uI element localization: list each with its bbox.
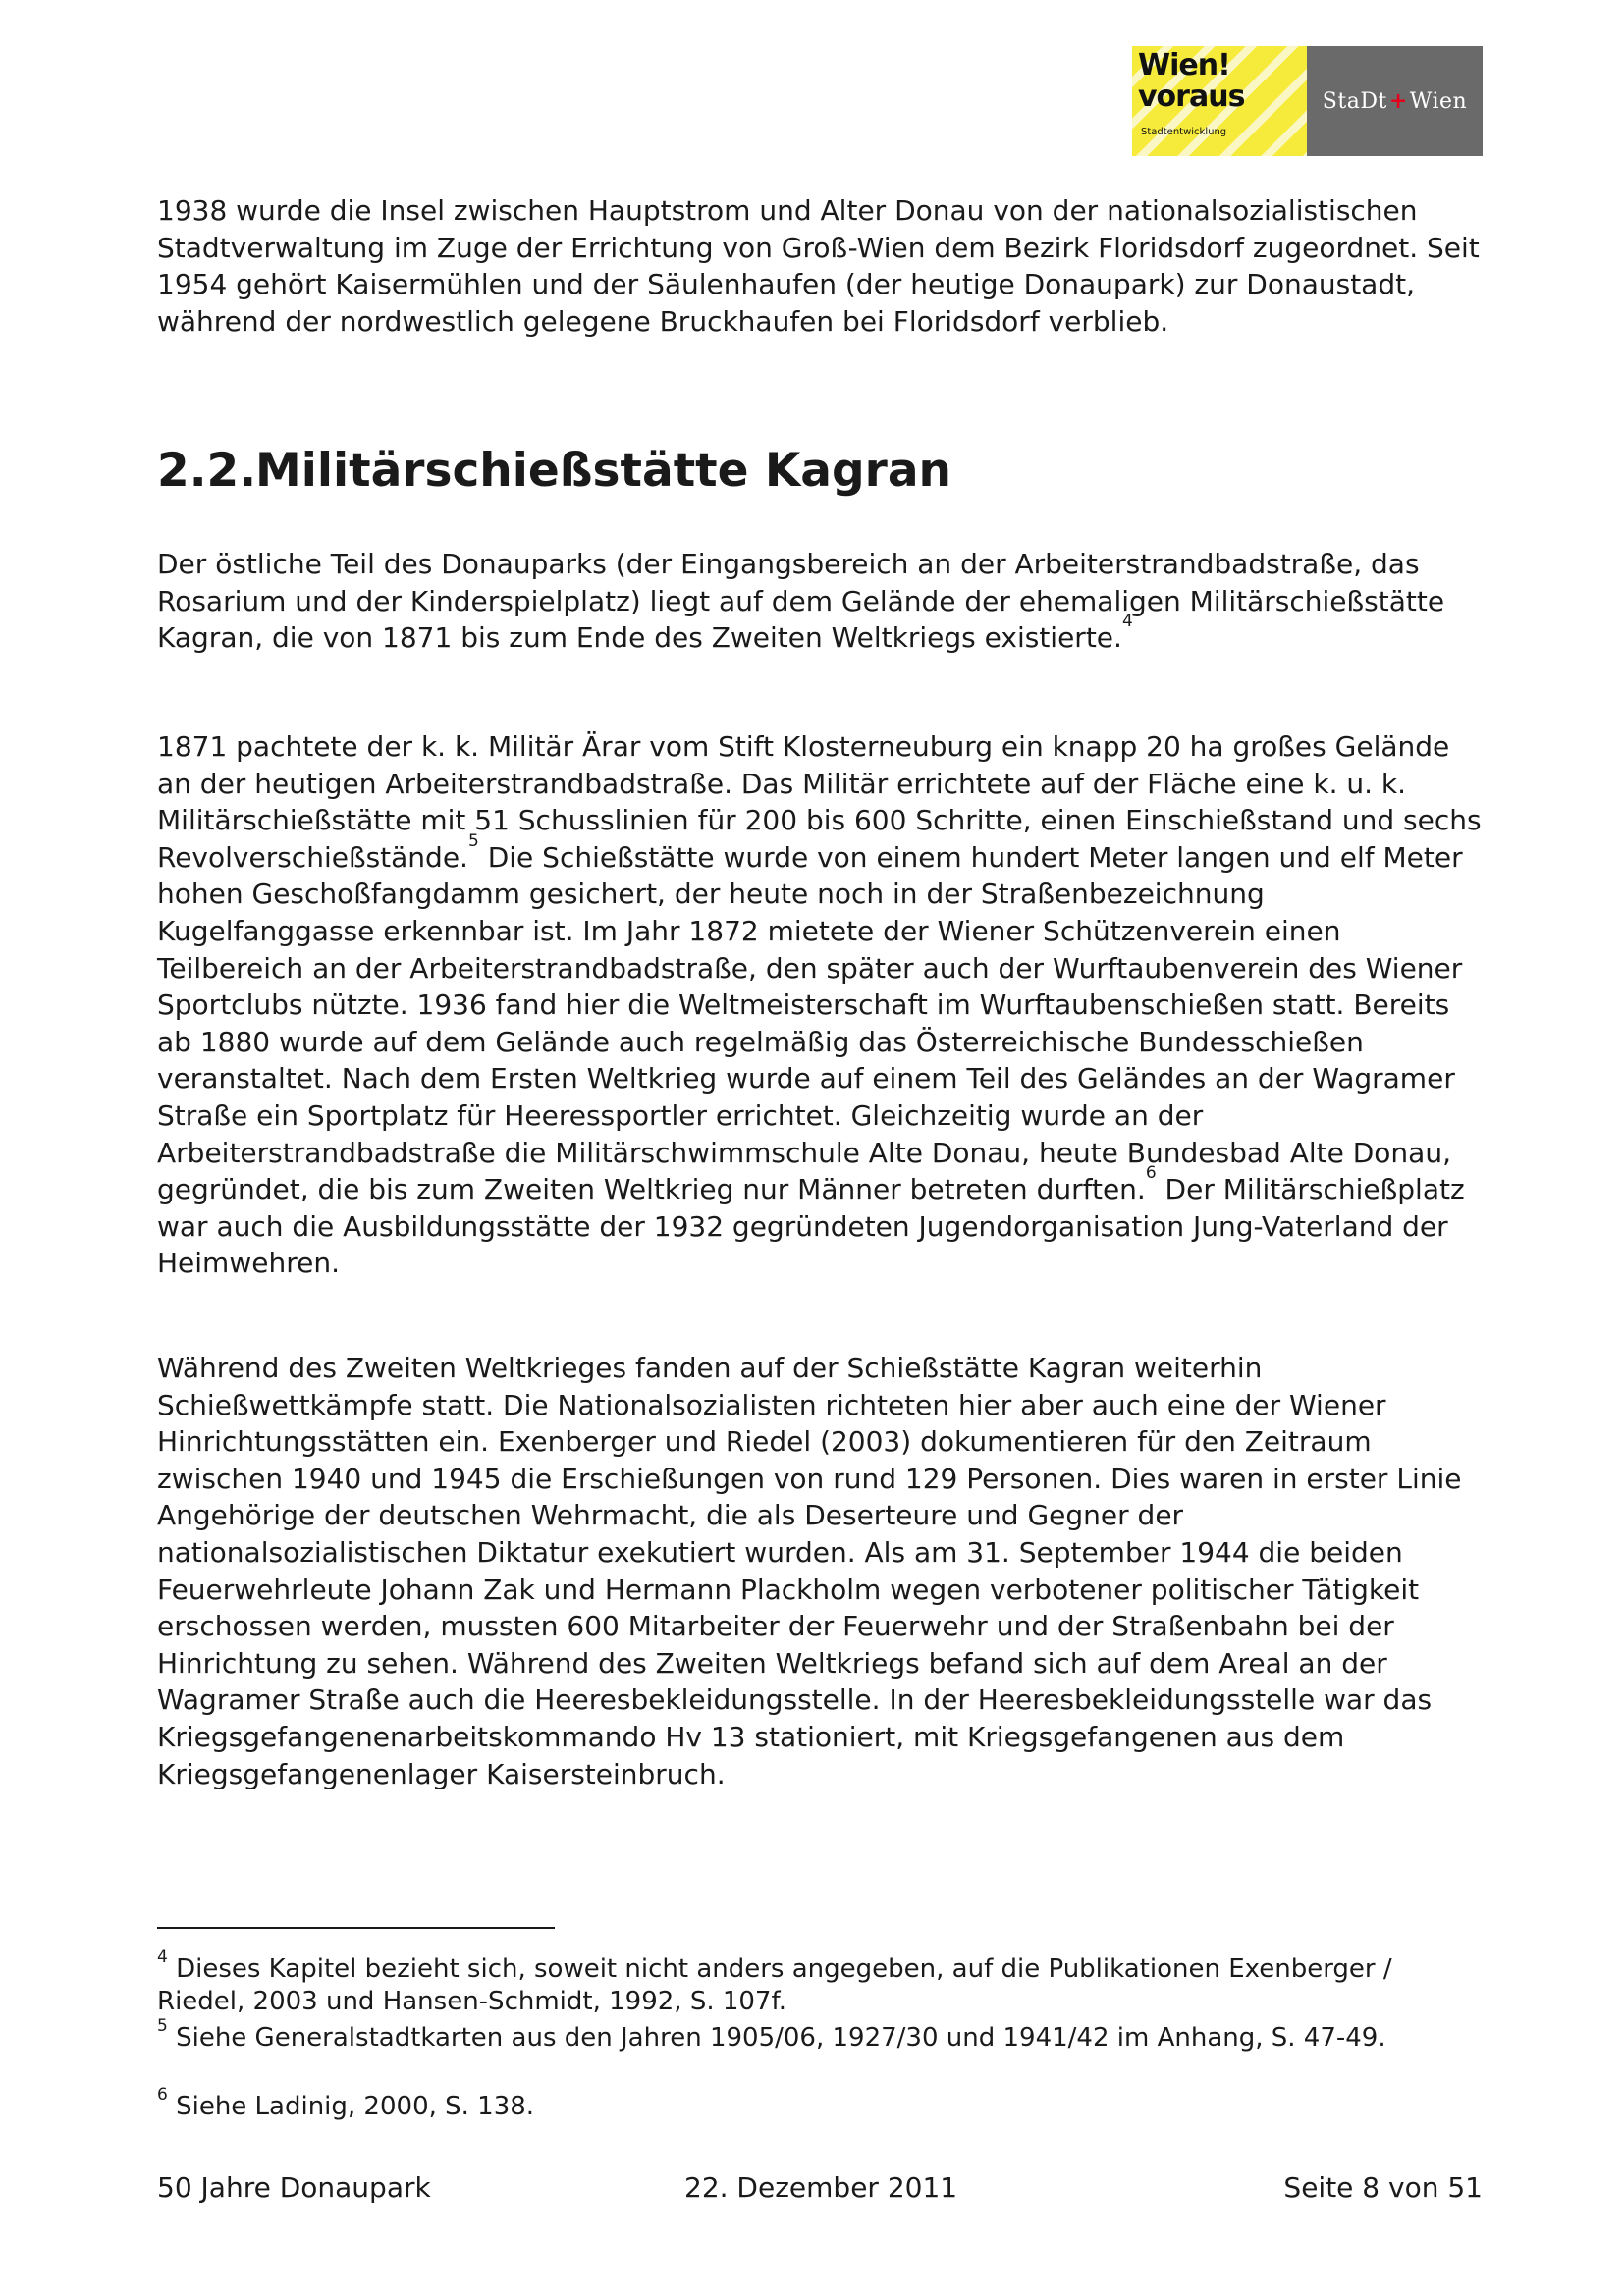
logo-line-2: voraus <box>1138 80 1245 114</box>
footnote-separator <box>157 1927 555 1929</box>
footnote-number: 4 <box>157 1948 168 1967</box>
footer-title: 50 Jahre Donaupark <box>157 2171 431 2204</box>
stadt-wien-cross: + <box>1388 88 1408 114</box>
stadt-wien-logo <box>1307 46 1483 156</box>
footnote-number: 5 <box>157 2016 168 2036</box>
footnote-ref-6: 6 <box>1145 1163 1157 1184</box>
intro-paragraph: 1938 wurde die Insel zwischen Hauptstrom und Alter Donau von der nationalsozialistischen Stadtverwaltung im Zuge der Errichtung von Groß-Wien dem Bezirk Floridsdorf zugeordnet. Seit 1954 gehört Kaisermühlen und der Säulenhaufen (der heutige Donaupark) zur Donaustadt, während der nordwestlich gelegene Bruckhaufen bei Floridsdorf verblieb. <box>157 194 1480 338</box>
footnote-5 <box>157 2016 1483 2055</box>
footnote-text: Dieses Kapitel bezieht sich, soweit nicht anders angegeben, auf die Publikationen Exenberger / Riedel, 2003 und Hansen-Schmidt, 1992, S. 107f. <box>157 1954 1392 2016</box>
footer-page-number: Seite 8 von 51 <box>1283 2171 1483 2204</box>
footnote-ref-4: 4 <box>1121 612 1133 632</box>
paragraph-2-part-2: Die Schießstätte wurde von einem hundert Meter langen und elf Meter hohen Geschoßfangdamm gesichert, der heute noch in der Straßenbezeichnung Kugelfanggasse erkennbar ist. Im Jahr 1872 mietete der Wiener Schützenverein einen Teilbereich an der Arbeiterstrandbadstraße, den später auch der Wurftaubenverein des Wiener Sportclubs nützte. 1936 fand hier die Weltmeisterschaft im Wurftaubenschießen statt. Bereits ab 1880 wurde auf dem Gelände auch regelmäßig das Österreichische Bundesschießen veranstaltet. Nach dem Ersten Weltkrieg wurde auf einem Teil des Geländes an der Wagramer Straße ein Sportplatz für Heeressportler errichtet. Gleichzeitig wurde an der Arbeiterstrandbadstraße die Militärschwimmschule Alte Donau, heute Bundesbad Alte Donau, gegründet, die bis zum Zweiten Weltkrieg nur Männer betreten durften. <box>157 840 1463 1206</box>
footer-date: 22. Dezember 2011 <box>684 2171 958 2204</box>
stadt-wien-right: Wien <box>1409 88 1468 114</box>
paragraph-2 <box>157 728 1483 1282</box>
stadt-wien-left: StaDt <box>1322 88 1387 114</box>
footnote-text: Siehe Ladinig, 2000, S. 138. <box>167 2092 535 2121</box>
section-heading <box>157 442 951 501</box>
section-number: 2.2. <box>157 444 257 498</box>
paragraph-1-text: Der östliche Teil des Donauparks (der Eingangsbereich an der Arbeiterstrandbadstraße, das Rosarium und der Kinderspielplatz) liegt auf dem Gelände der ehemaligen Militärschießstätte Kagran, die von 1871 bis zum Ende des Zweiten Weltkriegs existierte. <box>157 548 1445 655</box>
logo-line-3: Stadtentwicklung <box>1141 127 1227 137</box>
paragraph-2-part-1: 1871 pachtete der k. k. Militär Ärar vom Stift Klosterneuburg ein knapp 20 ha großes Gelände an der heutigen Arbeiterstrandbadstraße. Das Militär errichtete auf der Fläche eine k. u. k. Militärschießstätte mit 51 Schusslinien für 200 bis 600 Schritte, einen Einschießstand und sechs Revolverschießstände. <box>157 730 1482 874</box>
footnote-6 <box>157 2085 1483 2123</box>
footnote-text: Siehe Generalstadtkarten aus den Jahren 1905/06, 1927/30 und 1941/42 im Anhang, S. 47-49. <box>167 2023 1386 2053</box>
footnote-number: 6 <box>157 2085 168 2105</box>
section-title: Militärschießstätte Kagran <box>255 444 952 498</box>
paragraph-3: Während des Zweiten Weltkrieges fanden auf der Schießstätte Kagran weiterhin Schießwettkämpfe statt. Die Nationalsozialisten richteten hier aber auch eine der Wiener Hinrichtungsstätten ein. Exenberger und Riedel (2003) dokumentieren für den Zeitraum zwischen 1940 und 1945 die Erschießungen von rund 129 Personen. Dies waren in erster Linie Angehörige der deutschen Wehrmacht, die als Deserteure und Gegner der nationalsozialistischen Diktatur exekutiert wurden. Als am 31. September 1944 die beiden Feuerwehrleute Johann Zak und Hermann Plackholm wegen verbotener politischer Tätigkeit erschossen werden, mussten 600 Mitarbeiter der Feuerwehr und der Straßenbahn bei der Hinrichtung zu sehen. Während des Zweiten Weltkriegs befand sich auf dem Areal an der Wagramer Straße auch die Heeresbekleidungsstelle. In der Heeresbekleidungsstelle war das Kriegsgefangenenarbeitskommando Hv 13 stationiert, mit Kriegsgefangenen aus dem Kriegsgefangenenlager Kaisersteinbruch. <box>157 1352 1462 1790</box>
footnote-4 <box>157 1948 1483 2018</box>
paragraph-2-part-3: Der Militärschießplatz war auch die Ausbildungsstätte der 1932 gegründeten Jugendorganisation Jung-Vaterland der Heimwehren. <box>157 1173 1465 1280</box>
footnote-ref-5: 5 <box>467 830 479 851</box>
header-logo <box>1132 46 1483 156</box>
wien-voraus-logo <box>1132 46 1307 156</box>
paragraph-1 <box>157 546 1483 657</box>
logo-line-1: Wien! <box>1138 48 1230 82</box>
